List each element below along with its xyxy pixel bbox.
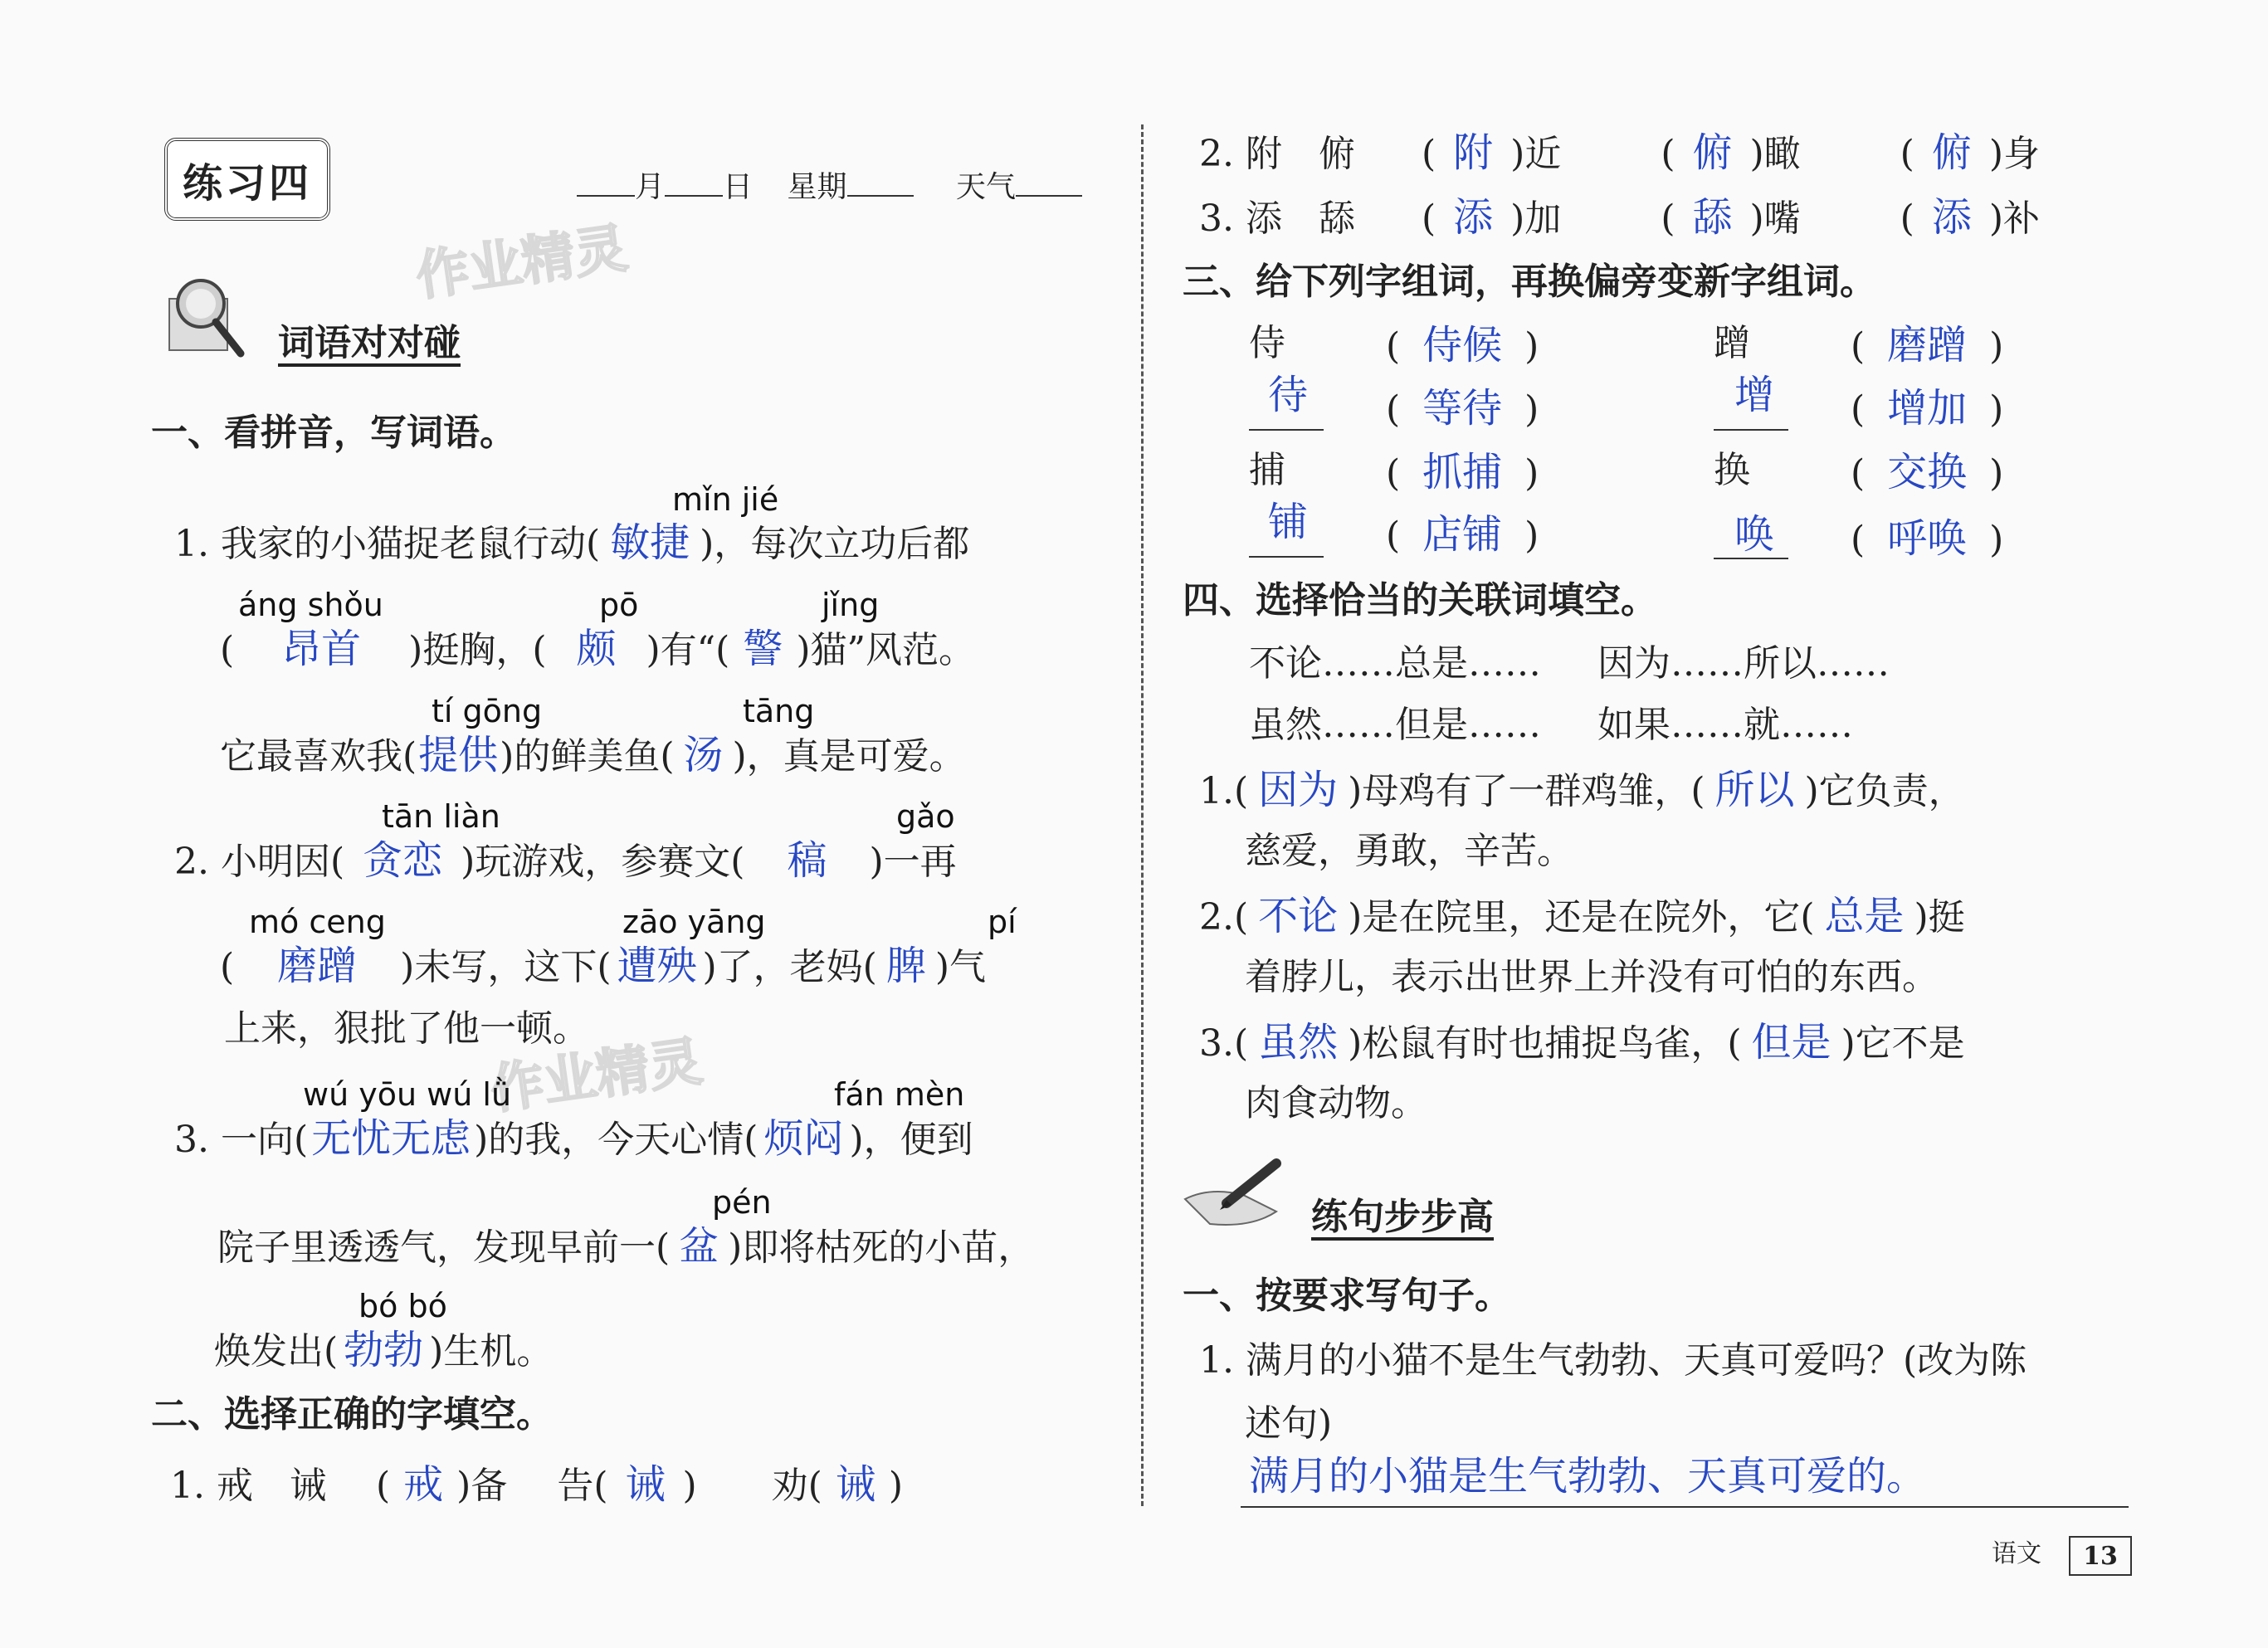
q4-s3: 3.( 虽然 )松鼠有时也捕捉鸟雀，( 但是 )它不是 — [1199, 1019, 1965, 1065]
answer-line — [1714, 558, 1788, 559]
q4-option: 因为……所以…… — [1597, 642, 1890, 685]
q3-word: ( 侍候 ) — [1386, 322, 1539, 368]
q1-line6: 上来，狠批了他一顿。 — [224, 1007, 589, 1050]
q1-line7: 3. 一向(无忧无虑)的我，今天心情( 烦闷 )，便到 — [174, 1115, 973, 1162]
q4-s2: 2.( 不论 )是在院里，还是在院外，它( 总是 )挺 — [1199, 893, 1965, 939]
pinyin: pō — [599, 587, 639, 623]
q3-word: ( 交换 ) — [1851, 449, 2004, 495]
pen-paper-icon — [1177, 1153, 1293, 1240]
q3-base: 换 — [1714, 449, 1750, 491]
answer-line — [1714, 429, 1788, 431]
column-divider — [1141, 124, 1144, 1506]
magnifier-book-icon — [164, 274, 247, 368]
q1-line8: 院子里透透气，发现早前一( 盆 )即将枯死的小苗， — [217, 1223, 1035, 1270]
q5-title: 一、按要求写句子。 — [1183, 1275, 1511, 1317]
q4-s1-cont: 慈爱，勇敢，辛苦。 — [1245, 830, 1573, 872]
q2-row2: 2. 附 俯 ( 附 )近 ( 俯 )瞰 ( 俯 )身 — [1199, 129, 2040, 176]
pinyin: áng shǒu — [238, 587, 383, 623]
pinyin: pén — [712, 1184, 772, 1221]
q3-new: 唤 — [1734, 511, 1775, 558]
pinyin: fán mèn — [834, 1076, 965, 1113]
pinyin: mó ceng — [249, 904, 386, 940]
pinyin: bó bó — [358, 1288, 447, 1324]
q3-base: 蹭 — [1714, 322, 1750, 364]
answer-line — [1249, 429, 1324, 431]
q3-new: 待 — [1268, 372, 1309, 418]
q3-word: ( 抓捕 ) — [1386, 449, 1539, 495]
q2-row3: 3. 添 舔 ( 添 )加 ( 舔 )嘴 ( 添 )补 — [1199, 194, 2040, 241]
answer-line — [1249, 556, 1324, 558]
pinyin: tí gōng — [432, 693, 543, 729]
page-number: 13 — [2069, 1536, 2132, 1576]
pinyin: tān liàn — [382, 798, 500, 835]
q2-row1: 1. 戒 诫 ( 戒 )备 告( 诫 ) 劝( 诫 ) — [170, 1461, 903, 1508]
q1-line4: 2. 小明因( 贪恋 )玩游戏，参赛文( 稿 )一再 — [174, 837, 957, 884]
q3-word: ( 等待 ) — [1386, 385, 1539, 432]
q3-word: ( 店铺 ) — [1386, 511, 1539, 558]
subject-label: 语文 — [1992, 1539, 2041, 1568]
q4-option: 如果……就…… — [1597, 704, 1853, 746]
pinyin: jǐng — [822, 587, 880, 623]
pinyin: pí — [988, 904, 1017, 940]
q1-line3: 它最喜欢我(提供)的鲜美鱼( 汤 )，真是可爱。 — [220, 732, 966, 778]
q5-answer: 满月的小猫是生气勃勃、天真可爱的。 — [1249, 1453, 1927, 1499]
lesson-badge: 练习四 — [164, 138, 330, 221]
pinyin: tāng — [743, 693, 815, 729]
q1-line9: 焕发出( 勃勃 )生机。 — [214, 1327, 554, 1373]
pinyin: gǎo — [896, 798, 955, 835]
q4-option: 不论……总是…… — [1249, 642, 1541, 685]
watermark: 作业精灵 — [486, 1031, 706, 1122]
q3-word: ( 增加 ) — [1851, 385, 2004, 432]
pinyin: zāo yāng — [622, 904, 766, 940]
q3-title: 三、给下列字组词，再换偏旁变新字组词。 — [1183, 261, 1876, 303]
q1-line1: 1. 我家的小猫捉老鼠行动( 敏捷 )，每次立功后都 — [174, 519, 970, 566]
q2-title: 二、选择正确的字填空。 — [151, 1393, 553, 1436]
q3-word: ( 呼唤 ) — [1851, 515, 2004, 562]
q3-base: 捕 — [1249, 449, 1285, 491]
q4-option: 虽然……但是…… — [1249, 704, 1541, 746]
q5-s1: 1. 满月的小猫不是生气勃勃、天真可爱吗？(改为陈 — [1199, 1339, 2027, 1382]
q4-s2-cont: 着脖儿，表示出世界上并没有可怕的东西。 — [1245, 956, 1939, 998]
pinyin: wú yōu wú lǜ — [303, 1076, 512, 1113]
q4-title: 四、选择恰当的关联词填空。 — [1183, 579, 1657, 622]
q5-s1-cont: 述句) — [1245, 1402, 1333, 1445]
q1-title: 一、看拼音，写词语。 — [151, 412, 516, 454]
watermark: 作业精灵 — [412, 217, 632, 309]
q4-s3-cont: 肉食动物。 — [1245, 1082, 1427, 1124]
q3-word: ( 磨蹭 ) — [1851, 322, 2004, 368]
answer-line — [1241, 1506, 2129, 1508]
q1-line5: ( 磨蹭 )未写，这下( 遭殃 )了，老妈( 脾 )气 — [220, 943, 987, 989]
q3-new: 增 — [1734, 372, 1775, 418]
section-lianju: 练句步步高 — [1311, 1196, 1494, 1238]
q1-line2: ( 昂首 )挺胸，( 颇 )有“( 警 )猫”风范。 — [220, 626, 976, 672]
pinyin: mǐn jié — [672, 481, 779, 518]
section-ciyu: 词语对对碰 — [278, 322, 461, 364]
answer: 敏捷 — [610, 519, 690, 566]
q4-s1: 1.( 因为 )母鸡有了一群鸡雏，( 所以 )它负责， — [1199, 767, 1965, 813]
q3-base: 侍 — [1249, 322, 1285, 364]
date-line: 月 日 星期 天气 — [577, 173, 1082, 202]
q3-new: 铺 — [1268, 499, 1309, 545]
